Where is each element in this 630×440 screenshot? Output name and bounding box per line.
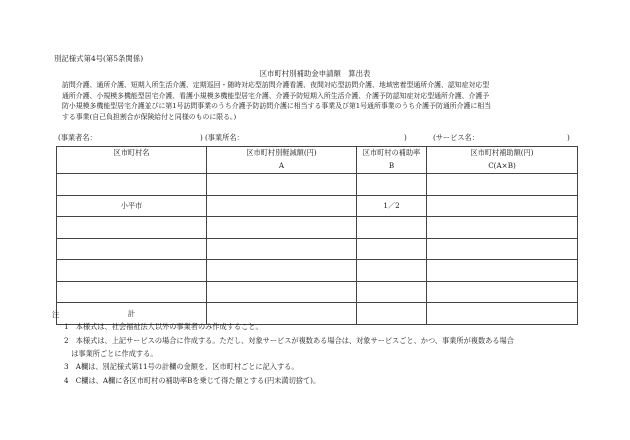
column-header-reduction-amount: 区市町村別軽減額(円) bbox=[207, 147, 357, 160]
column-header-subsidy-amount: 区市町村補助額(円) bbox=[427, 147, 578, 160]
office-name-label: (事業所名： bbox=[205, 133, 244, 142]
cell-subsidy-rate[interactable] bbox=[357, 174, 427, 196]
cell-subsidy-amount[interactable] bbox=[427, 217, 578, 239]
column-sub-c: C(A×B) bbox=[427, 159, 578, 174]
description-line: する事業(自己負担割合が保険給付と同様のものに限る。) bbox=[62, 112, 237, 121]
note-item: 3 A欄は、別記様式第11号の計欄の金額を、区市町村ごとに記入する。 bbox=[64, 362, 299, 371]
cell-municipality[interactable] bbox=[57, 260, 207, 282]
business-operator-label: (事業者名： bbox=[58, 133, 97, 142]
table-row bbox=[57, 174, 578, 196]
cell-subsidy-amount[interactable] bbox=[427, 195, 578, 217]
note-item: 2 本様式は、上記サービスの場合に作成する。ただし、対象サービスが複数ある場合は、対象サービスごと、かつ、事業所が複数ある場合 bbox=[64, 336, 514, 345]
cell-municipality[interactable] bbox=[57, 174, 207, 196]
cell-municipality[interactable] bbox=[57, 281, 207, 303]
cell-subsidy-rate[interactable] bbox=[357, 238, 427, 260]
service-name-close: ) bbox=[567, 133, 570, 142]
table-row bbox=[57, 195, 578, 217]
service-name-label: (サービス名： bbox=[433, 133, 479, 142]
cell-subsidy-amount[interactable] bbox=[427, 174, 578, 196]
office-name-close: ) bbox=[404, 133, 407, 142]
cell-subsidy-amount[interactable] bbox=[427, 260, 578, 282]
cell-reduction-amount[interactable] bbox=[207, 260, 357, 282]
description-line: 訪問介護、通所介護、短期入所生活介護、定期巡回・随時対応型訪問介護看護、夜間対応型訪問介護、地域密着型通所介護、認知症対応型 bbox=[62, 81, 490, 89]
cell-total-subsidy-rate[interactable] bbox=[357, 303, 427, 325]
column-header-subsidy-rate: 区市町村の補助率 bbox=[357, 147, 427, 160]
business-operator-close: ) bbox=[200, 133, 203, 142]
cell-subsidy-rate[interactable]: 1／2 bbox=[357, 195, 427, 217]
cell-subsidy-rate[interactable] bbox=[357, 281, 427, 303]
cell-reduction-amount[interactable] bbox=[207, 281, 357, 303]
cell-reduction-amount[interactable] bbox=[207, 217, 357, 239]
description-line: 通所介護、小規模多機能型居宅介護、看護小規模多機能型居宅介護、介護予防短期入所生活介護、介護予防認知症対応型通所介護、介護予 bbox=[62, 91, 490, 100]
cell-total-subsidy-amount[interactable] bbox=[427, 303, 578, 325]
cell-subsidy-rate[interactable] bbox=[357, 260, 427, 282]
table-row bbox=[57, 260, 578, 282]
target-services-description bbox=[62, 80, 580, 122]
table-row bbox=[57, 217, 578, 239]
column-header-municipality: 区市町村名 bbox=[57, 147, 207, 160]
cell-reduction-amount[interactable] bbox=[207, 195, 357, 217]
note-item: 1 本様式は、社会福祉法人以外の事業者のみ作成すること。 bbox=[64, 322, 263, 331]
note-item-continuation: は事業所ごとに作成する。 bbox=[64, 349, 158, 358]
note-item: 4 C欄は、A欄に各区市町村の補助率Bを乗じて得た額とする(円未満切捨て)。 bbox=[64, 376, 321, 385]
description-line: 防小規模多機能型居宅介護並びに第1号訪問事業のうち介護予防訪問介護に相当する事業及び第1号通所事業のうち介護予防通所介護に相当 bbox=[62, 102, 492, 111]
document-title: 区市町村別補助金申請額 算出表 bbox=[259, 69, 371, 78]
notes-title: 注 bbox=[52, 310, 60, 319]
column-sub-b: B bbox=[357, 159, 427, 174]
cell-subsidy-rate[interactable] bbox=[357, 217, 427, 239]
cell-municipality[interactable]: 小平市 bbox=[57, 195, 207, 217]
cell-municipality[interactable] bbox=[57, 217, 207, 239]
subsidy-calculation-table bbox=[56, 146, 578, 325]
form-number: 別記様式第4号(第5条関係) bbox=[54, 54, 144, 63]
cell-total-label: 計 bbox=[57, 303, 207, 325]
cell-reduction-amount[interactable] bbox=[207, 174, 357, 196]
column-sub-municipality bbox=[57, 159, 207, 174]
column-sub-a: A bbox=[207, 159, 357, 174]
table-row bbox=[57, 281, 578, 303]
cell-subsidy-amount[interactable] bbox=[427, 281, 578, 303]
table-row bbox=[57, 238, 578, 260]
cell-subsidy-amount[interactable] bbox=[427, 238, 578, 260]
cell-reduction-amount[interactable] bbox=[207, 238, 357, 260]
cell-total-reduction-amount[interactable] bbox=[207, 303, 357, 325]
table-total-row bbox=[57, 303, 578, 325]
cell-municipality[interactable] bbox=[57, 238, 207, 260]
